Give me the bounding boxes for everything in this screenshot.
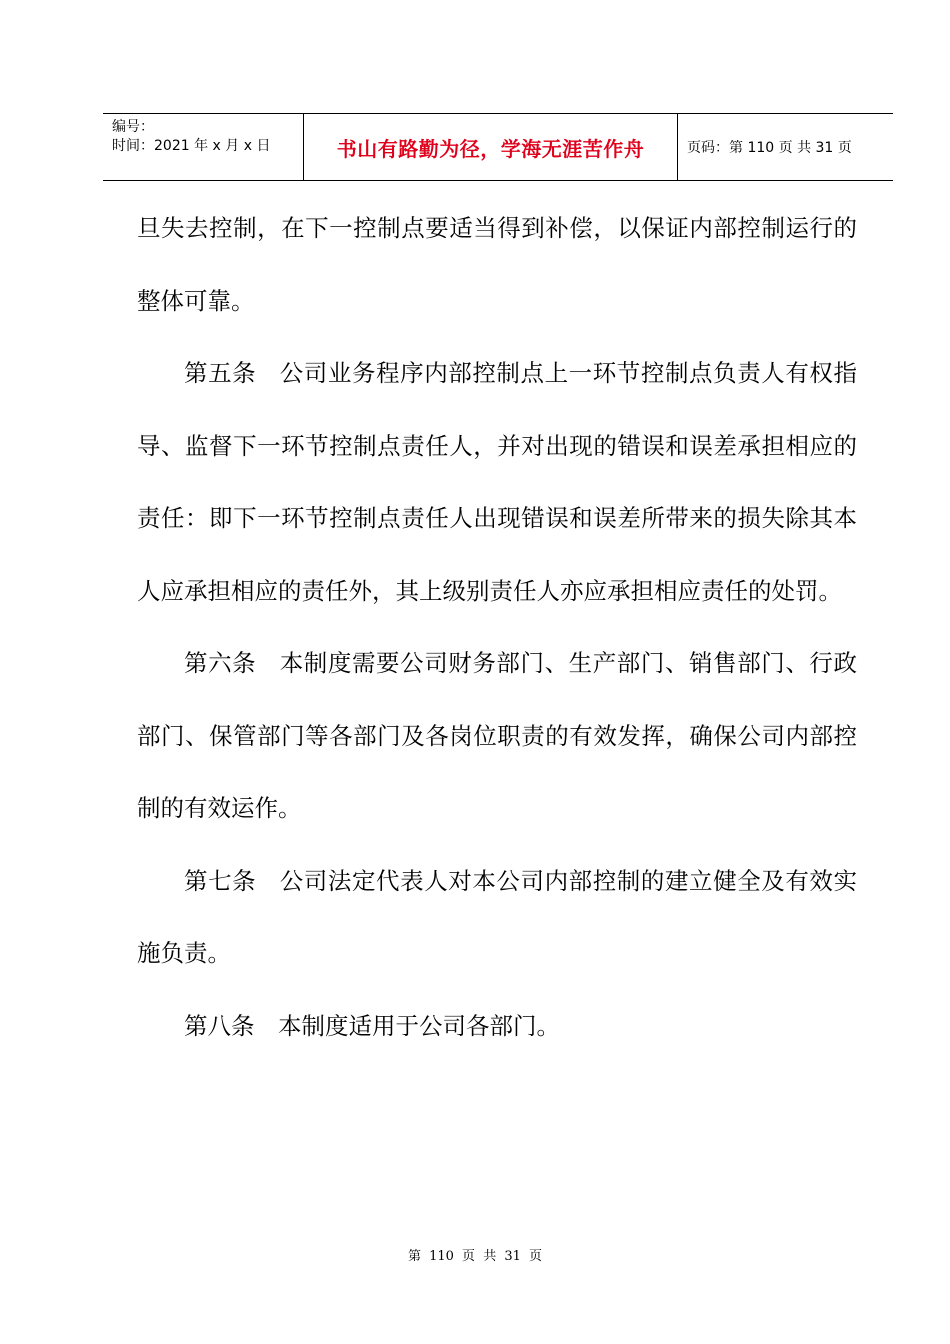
page-footer: 第 110 页 共 31 页 (407, 1249, 543, 1264)
page-header (103, 113, 893, 181)
paragraph-text: 本制度适用于公司各部门。 (278, 1011, 560, 1040)
article-paragraph (137, 990, 857, 1063)
document-time-label: 时间：2021 年 x 月 x 日 (112, 138, 271, 154)
article-number: 第七条 (184, 866, 257, 895)
document-number-label: 编号： (112, 119, 154, 135)
paragraph-continuation (137, 192, 857, 337)
article-paragraph (137, 845, 857, 990)
article-number: 第六条 (184, 649, 257, 677)
header-meta-cell (103, 114, 304, 180)
article-paragraph (137, 337, 857, 627)
header-page-info: 页码：第 110 页 共 31 页 (687, 140, 852, 156)
paragraph-text: 公司法定代表人对本公司内部控制的建立健全及有效实施负责。 (137, 866, 858, 967)
paragraph-text: 公司业务程序内部控制点上一环节控制点负责人有权指导、监督下一环节控制点责任人，并对出现的错误和误差承担相应的责任：即下一环节控制点责任人出现错误和误差所带来的损失除其本人应承担相应的责任外，其上级别责任人亦应承担相应责任的处罚。 (137, 359, 858, 605)
paragraph-text: 旦失去控制，在下一控制点要适当得到补偿，以保证内部控制运行的整体可靠。 (137, 214, 857, 315)
article-number: 第八条 (184, 1011, 255, 1040)
header-motto: 书山有路勤为径，学海无涯苦作舟 (304, 114, 678, 180)
article-paragraph (137, 627, 857, 845)
article-number: 第五条 (184, 359, 257, 387)
paragraph-text: 本制度需要公司财务部门、生产部门、销售部门、行政部门、保管部门等各部门及各岗位职责的有效发挥，确保公司内部控制的有效运作。 (137, 649, 858, 822)
document-body (137, 192, 857, 1062)
